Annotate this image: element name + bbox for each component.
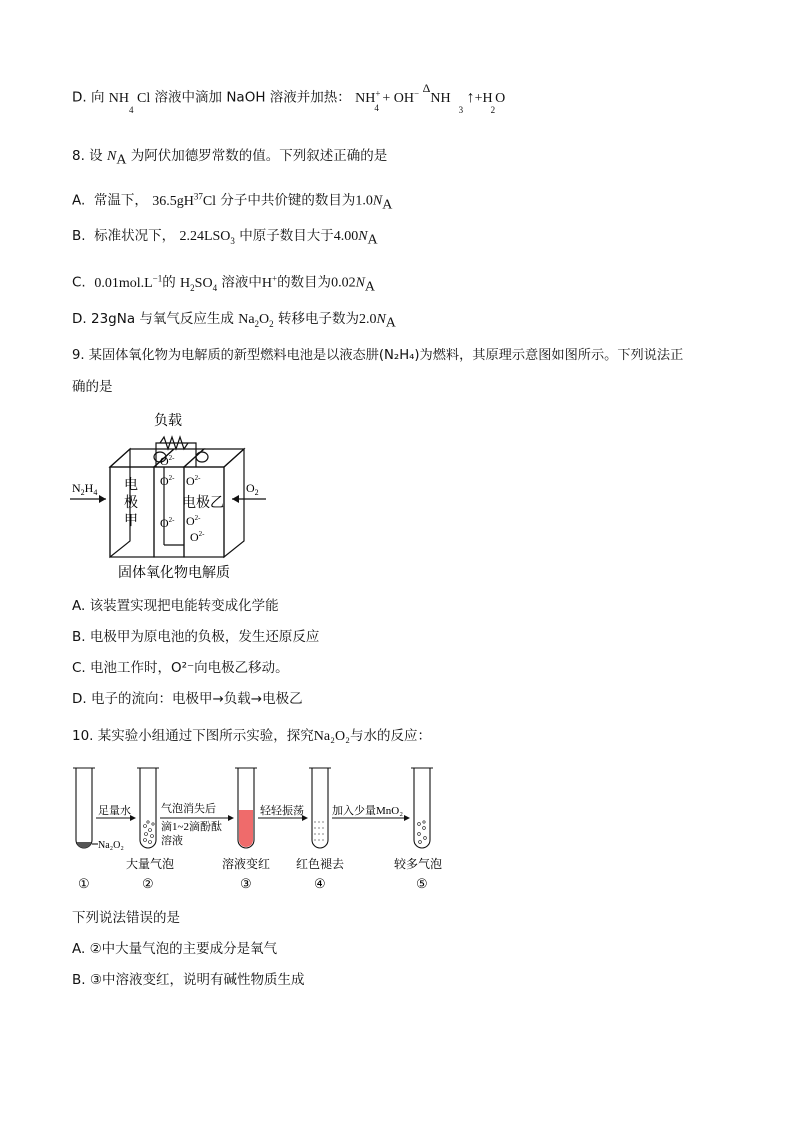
label-5: ⑤ — [416, 876, 428, 891]
sodium-peroxide-solid — [77, 842, 91, 848]
chem-formula: $2.24LSO_3$ — [179, 229, 235, 246]
solution-4 — [314, 822, 326, 840]
concentration: $0.01mol.L^{-1}$ — [94, 273, 163, 291]
chem-formula: $H_2SO_4$ — [180, 275, 218, 293]
q8-option-a: A. 常温下， $36.5gH^{37}Cl$ 分子中共价键的数目为$1.0N_A$ — [72, 191, 393, 213]
option-label: D. — [72, 89, 87, 106]
step-1-label: 足量水 — [98, 805, 131, 817]
ionic-equation: $NH^+_4 + OH^-$ $\Delta NH_3$ $↑+H_2O$ — [355, 80, 506, 116]
step-4-label: 加入少量MnO₂ — [332, 805, 404, 817]
electrode-b-label: 电极乙 — [182, 496, 224, 511]
label-1: ① — [78, 876, 90, 891]
bubbles-5 — [418, 821, 427, 844]
q9-option-d: D. 电子的流向：电极甲→负载→电极乙 — [72, 691, 303, 707]
q10-option-a: A. ②中大量气泡的主要成分是氧气 — [72, 941, 278, 957]
q7-option-d: D. 向 $NH_4$ Cl 溶液中滴加 NaOH 溶液并加热： $NH^+_4 + OH^-$ $\Delta NH_3$ $↑+H_2O$ — [72, 80, 506, 116]
oxide-ion-1: $O^{2-}$ — [160, 454, 175, 468]
q9-stem-line2: 确的是 — [72, 379, 113, 395]
q8-option-d: D. 23gNa 与氧气反应生成 $Na_2O_2$ 转移电子数为$2.0N_A$ — [72, 311, 396, 331]
electrode-b-top — [184, 449, 244, 467]
electrode-a-char1: 电 — [124, 478, 138, 493]
fuel-label: $N_2H_4$ — [72, 481, 98, 497]
q10-stem: 10. 某实验小组通过下图所示实验，探究Na₂O₂与水的反应： — [72, 728, 431, 744]
electrode-a-char3: 甲 — [124, 514, 138, 529]
oxygen-label: $O_2$ — [246, 481, 259, 497]
oxide-ion-6: $O^{2-}$ — [190, 530, 205, 544]
q9-option-b: B. 电极甲为原电池的负极，发生还原反应 — [72, 629, 320, 645]
observation-2: 大量气泡 — [126, 857, 175, 871]
terminal-right — [196, 452, 208, 462]
test-tube-4 — [312, 768, 328, 848]
reagent-label: Na₂O₂ — [98, 840, 124, 851]
step-2-label-c: 溶液 — [161, 835, 183, 847]
oxide-ion-5: $O^{2-}$ — [186, 514, 201, 528]
heat-symbol: Δ — [422, 80, 431, 95]
label-2: ② — [142, 876, 154, 891]
step-2-label-a: 气泡消失后 — [161, 803, 216, 815]
test-tube-5 — [414, 768, 430, 848]
q8-option-c: C. $0.01mol.L^{-1}$的 $H_2SO_4$ 溶液中H+的数目为$0.02N_A$ — [72, 273, 376, 295]
experiment-diagram — [68, 760, 448, 892]
chem-formula: $36.5gH^{37}Cl$ — [152, 191, 217, 209]
observation-3: 溶液变红 — [222, 857, 271, 871]
oxide-ion-3: $O^{2-}$ — [160, 516, 175, 530]
red-solution — [239, 810, 253, 847]
bubbles-2 — [144, 821, 155, 844]
chem-formula: $Na_2O_2$ — [238, 312, 274, 329]
q8-option-b: B. 标准状况下， $2.24LSO_3$ 中原子数目大于$4.00N_A$ — [72, 228, 378, 248]
electrode-b-side — [224, 449, 244, 557]
oxide-ion-2: $O^{2-}$ — [160, 474, 175, 488]
label-3: ③ — [240, 876, 252, 891]
electrode-a-char2: 极 — [124, 496, 138, 511]
q9-stem-line1: 9. 某固体氧化物为电解质的新型燃料电池是以液态肼(N₂H₄)为燃料，其原理示意图如图所示。下列说法正 — [72, 348, 684, 363]
q10-prompt: 下列说法错误的是 — [72, 910, 180, 926]
oxide-ion-4: $O^{2-}$ — [186, 474, 201, 488]
step-2-label-b: 滴1~2滴酚酞 — [161, 821, 222, 833]
label-4: ④ — [314, 876, 326, 891]
fuel-cell-diagram — [68, 405, 278, 585]
q10-option-b: B. ③中溶液变红，说明有碱性物质生成 — [72, 972, 305, 988]
test-tube-1 — [76, 768, 92, 848]
observation-5: 较多气泡 — [394, 857, 443, 871]
load-label: 负载 — [154, 414, 182, 429]
step-3-label: 轻轻振荡 — [260, 805, 304, 817]
q9-option-a: A. 该装置实现把电能转变成化学能 — [72, 598, 279, 614]
observation-4: 红色褪去 — [296, 857, 345, 871]
q8-stem: 8. 设 $N_A$ 为阿伏加德罗常数的值。下列叙述正确的是 — [72, 148, 388, 168]
q9-option-c: C. 电池工作时，O²⁻向电极乙移动。 — [72, 660, 289, 676]
gas-arrow: ↑ — [466, 88, 475, 106]
diagram-caption: 固体氧化物电解质 — [118, 566, 230, 581]
reagent-formula: $NH_4$ Cl — [108, 90, 151, 116]
